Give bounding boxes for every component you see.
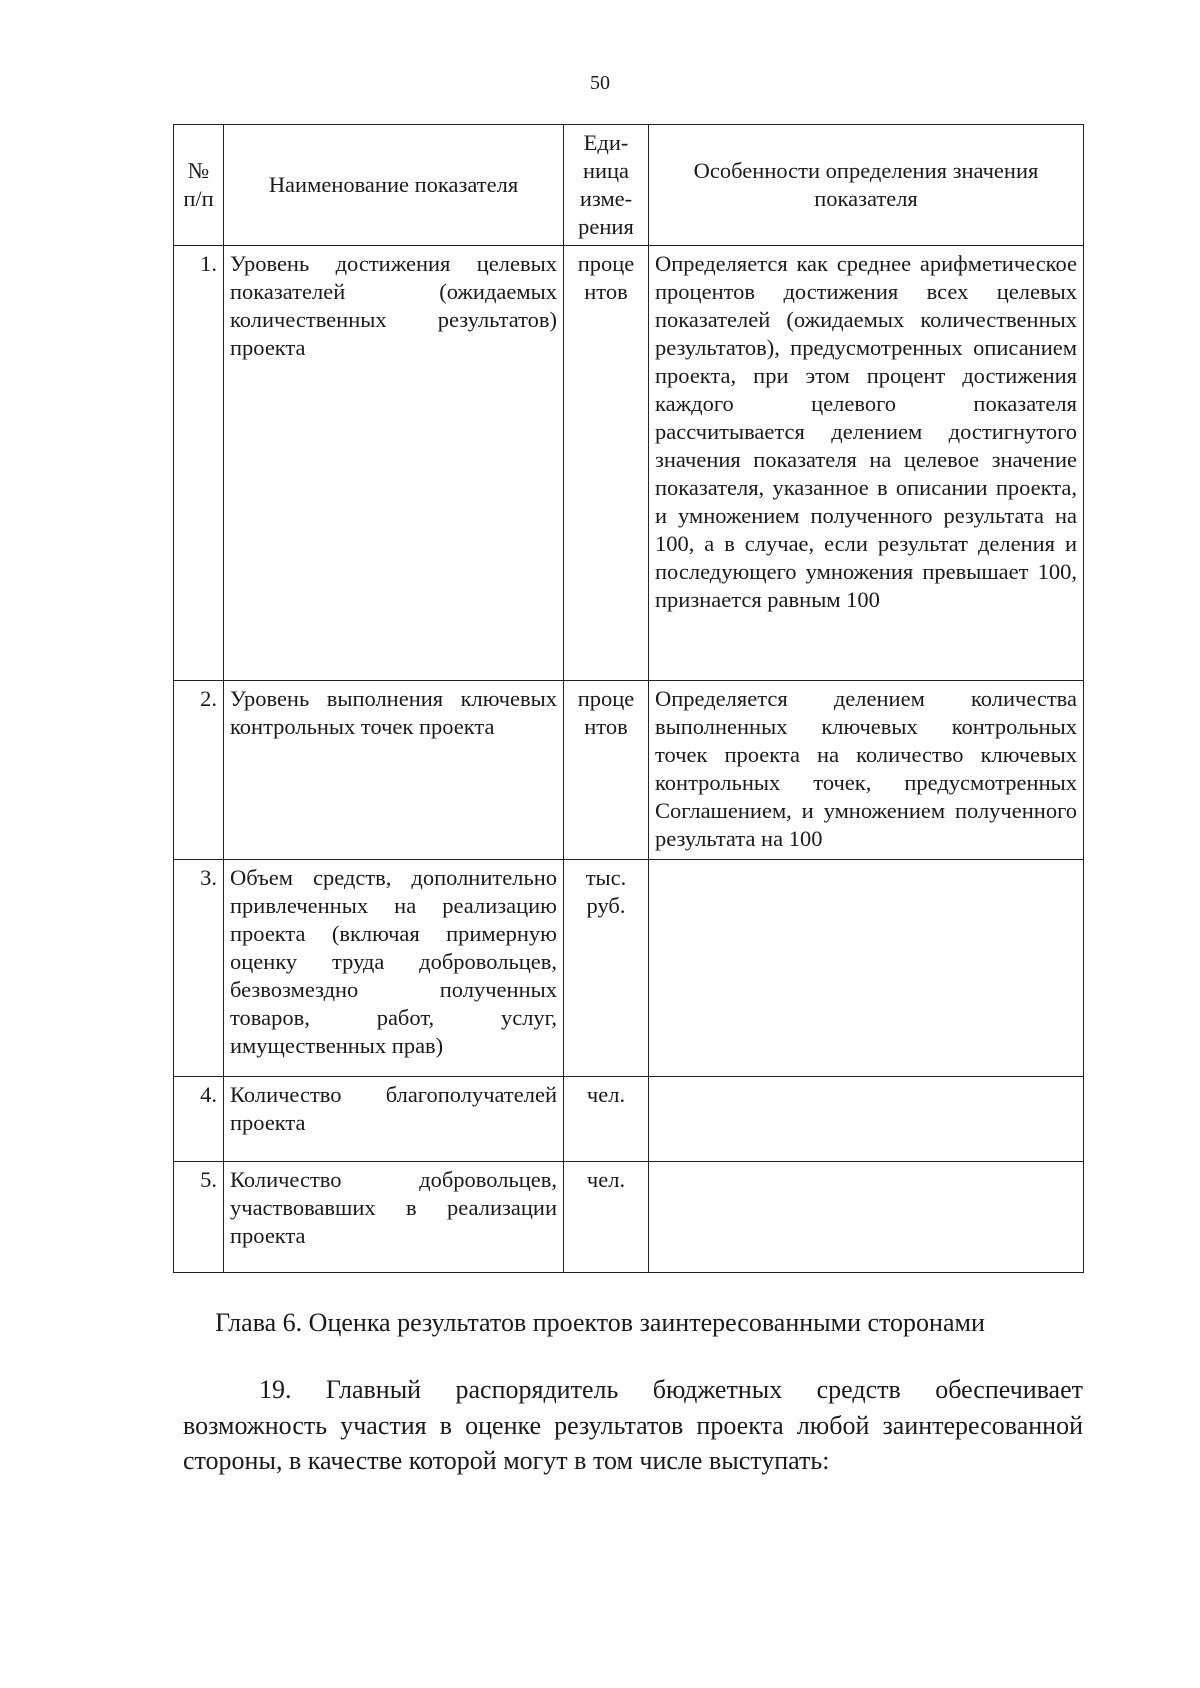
body-paragraph: 19. Главный распорядитель бюджетных средств обеспечивает возможность участия в оценке результатов проекта любой заинтересованной стороны, в качестве которой могут в том числе выступать: — [183, 1375, 1083, 1475]
row-desc — [649, 860, 1084, 1077]
row-num: 3. — [174, 860, 224, 1077]
table-header-row — [174, 125, 1084, 246]
row-desc — [649, 1077, 1084, 1162]
row-name: Уровень выполнения ключевых контрольных точек проекта — [224, 681, 564, 860]
row-unit: тыс. руб. — [564, 860, 649, 1077]
chapter-heading: Глава 6. Оценка результатов проектов заинтересованными сторонами — [215, 1308, 985, 1337]
indicators-table — [173, 124, 1084, 1273]
row-name: Количество добровольцев, участвовавших в реализации проекта — [224, 1162, 564, 1273]
page-number: 50 — [590, 72, 610, 94]
table-row — [174, 1077, 1084, 1162]
row-unit: чел. — [564, 1077, 649, 1162]
row-num: 4. — [174, 1077, 224, 1162]
header-name: Наименование показателя — [224, 125, 564, 246]
row-name: Уровень достижения целевых показателей (ожидаемых количественных результатов) проекта — [224, 246, 564, 681]
row-desc: Определяется как среднее арифметическое процентов достижения всех целевых показателей (ожидаемых количественных результатов), предусмотренных описанием проекта, при этом процент достижения каждого целевого показателя рассчитывается делением достигнутого значения показателя на целевое значение показателя, указанное в описании проекта, и умножением полученного результата на 100, а в случае, если результат деления и последующего умножения превышает 100, признается равным 100 — [649, 246, 1084, 681]
header-num: № п/п — [174, 125, 224, 246]
row-num: 5. — [174, 1162, 224, 1273]
row-unit: чел. — [564, 1162, 649, 1273]
header-desc: Особенности определения значения показателя — [649, 125, 1084, 246]
row-name: Количество благополучателей проекта — [224, 1077, 564, 1162]
row-name: Объем средств, дополнительно привлеченных на реализацию проекта (включая примерную оценку труда добровольцев, безвозмездно полученных товаров, работ, услуг, имущественных прав) — [224, 860, 564, 1077]
table-row — [174, 1162, 1084, 1273]
table-row — [174, 681, 1084, 860]
row-num: 1. — [174, 246, 224, 681]
header-unit: Еди-ница изме-рения — [564, 125, 649, 246]
row-unit: проце нтов — [564, 246, 649, 681]
table-row — [174, 860, 1084, 1077]
row-num: 2. — [174, 681, 224, 860]
row-desc — [649, 1162, 1084, 1273]
table-row — [174, 246, 1084, 681]
row-unit: проце нтов — [564, 681, 649, 860]
row-desc: Определяется делением количества выполненных ключевых контрольных точек проекта на количество ключевых контрольных точек, предусмотренных Соглашением, и умножением полученного результата на 100 — [649, 681, 1084, 860]
